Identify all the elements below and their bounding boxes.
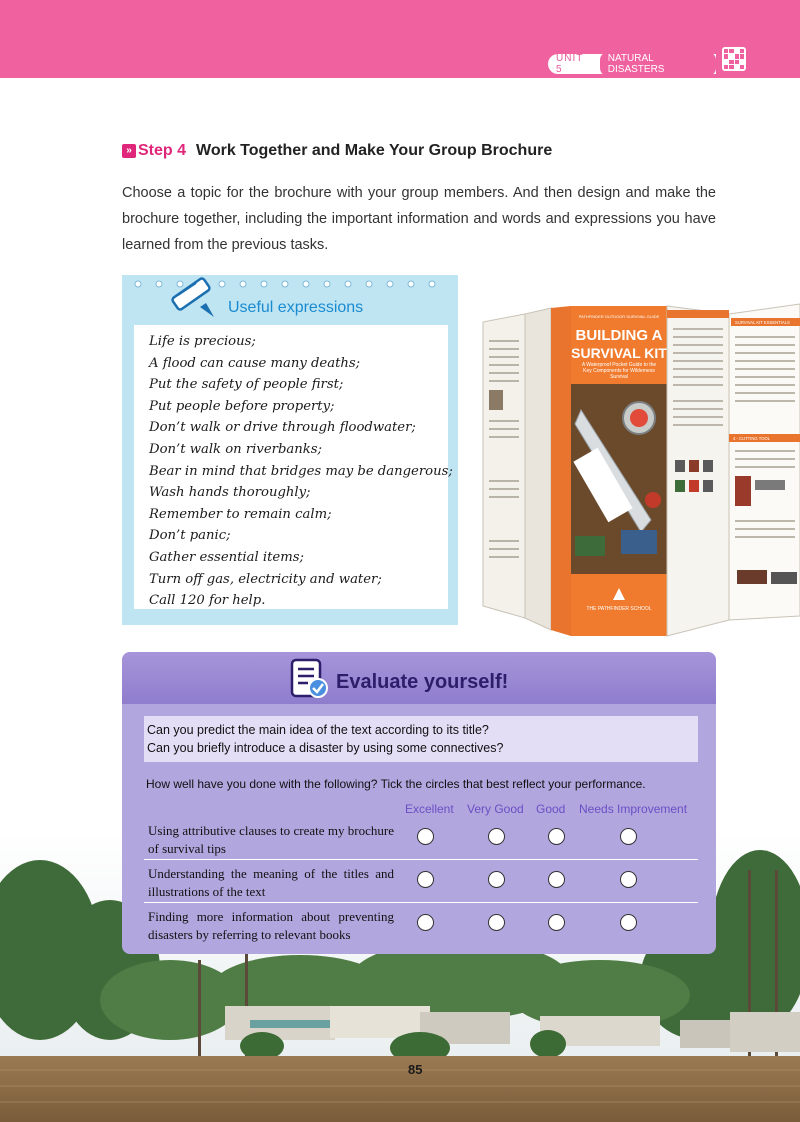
expression-item: Gather essential items; xyxy=(149,549,304,565)
brochure-right-sub: 4 - CUTTING TOOL xyxy=(733,436,771,441)
double-arrow-icon: » xyxy=(122,144,136,158)
expression-item: Life is precious; xyxy=(149,334,256,349)
rating-circle-good[interactable] xyxy=(548,828,565,845)
instruction-text: How well have you done with the following? Tick the circles that best reflect your performance. xyxy=(146,777,646,791)
unit-name: NATURAL DISASTERS xyxy=(600,52,716,76)
rating-circle-excellent[interactable] xyxy=(417,828,434,845)
expression-item: Remember to remain calm; xyxy=(149,506,332,522)
step-heading xyxy=(122,142,552,160)
table-row xyxy=(144,903,698,945)
table-row xyxy=(144,817,698,860)
rating-circle-needs-improvement[interactable] xyxy=(620,828,637,845)
page-number: 85 xyxy=(408,1062,423,1077)
rating-circle-needs-improvement[interactable] xyxy=(620,871,637,888)
rating-circle-excellent[interactable] xyxy=(417,871,434,888)
useful-expressions-panel xyxy=(122,275,458,625)
expressions-note xyxy=(134,325,453,609)
pen-icon xyxy=(166,277,222,321)
row-label: Understanding the meaning of the titles and illustrations of the text xyxy=(148,866,394,899)
question-box xyxy=(144,716,698,762)
column-needs-improvement: Needs Improvement xyxy=(579,802,688,816)
qr-code-icon xyxy=(722,47,746,71)
column-excellent: Excellent xyxy=(405,802,454,816)
brochure-footer: THE PATHFINDER SCHOOL xyxy=(586,606,652,612)
table-row xyxy=(144,860,698,903)
brochure-right-heading: SURVIVAL KIT ESSENTIALS xyxy=(735,320,790,325)
intro-paragraph: Choose a topic for the brochure with your group members. And then design and make the brochure together, including the important information and words and expressions you have learned from the previous tasks. xyxy=(122,185,716,253)
survival-kit-brochure-image xyxy=(471,300,800,645)
expression-item: Don’t panic; xyxy=(149,528,231,544)
rating-circle-excellent[interactable] xyxy=(417,914,434,931)
expressions-list xyxy=(134,325,453,612)
column-very-good: Very Good xyxy=(467,802,524,816)
question-item: Can you predict the main idea of the text according to its title? xyxy=(147,723,489,737)
unit-tag xyxy=(548,54,716,74)
brochure-title-1: BUILDING A xyxy=(575,327,663,344)
step-label: Step 4 xyxy=(138,142,187,159)
expression-item: Wash hands thoroughly; xyxy=(149,485,311,501)
question-item: Can you briefly introduce a disaster by using some connectives? xyxy=(147,741,504,755)
expression-item: Turn off gas, electricity and water; xyxy=(149,571,382,587)
row-label: Finding more information about preventing disasters by referring to relevant books xyxy=(148,909,394,942)
expression-item: Don’t walk or drive through floodwater; xyxy=(149,420,416,436)
expression-item: Put people before property; xyxy=(149,398,335,414)
brochure-subtitle: A Waterproof Pocket Guide to the Key Components for Wilderness Survival xyxy=(581,362,657,380)
brochure-title-2: SURVIVAL KIT xyxy=(571,345,667,361)
rating-circle-needs-improvement[interactable] xyxy=(620,914,637,931)
evaluate-title: Evaluate yourself! xyxy=(336,671,509,693)
expression-item: Bear in mind that bridges may be dangerous; xyxy=(149,463,453,479)
rating-circle-very-good[interactable] xyxy=(488,914,505,931)
row-label: Using attributive clauses to create my brochure of survival tips xyxy=(148,823,394,856)
rating-circle-very-good[interactable] xyxy=(488,871,505,888)
rating-circle-very-good[interactable] xyxy=(488,828,505,845)
rating-circle-good[interactable] xyxy=(548,914,565,931)
expression-item: Call 120 for help. xyxy=(149,593,266,609)
unit-label: UNIT 5 xyxy=(556,53,584,75)
column-good: Good xyxy=(536,802,566,816)
rating-circle-good[interactable] xyxy=(548,871,565,888)
checklist-icon xyxy=(288,658,332,700)
expression-item: Don’t walk on riverbanks; xyxy=(149,441,322,457)
useful-expressions-title: Useful expressions xyxy=(228,299,364,316)
expression-item: Put the safety of people first; xyxy=(149,377,344,393)
expression-item: A flood can cause many deaths; xyxy=(149,355,361,371)
evaluate-panel xyxy=(122,652,716,954)
brochure-top-line: PATHFINDER OUTDOOR SURVIVAL GUIDE xyxy=(578,314,660,319)
step-title: Work Together and Make Your Group Brochure xyxy=(196,142,553,159)
